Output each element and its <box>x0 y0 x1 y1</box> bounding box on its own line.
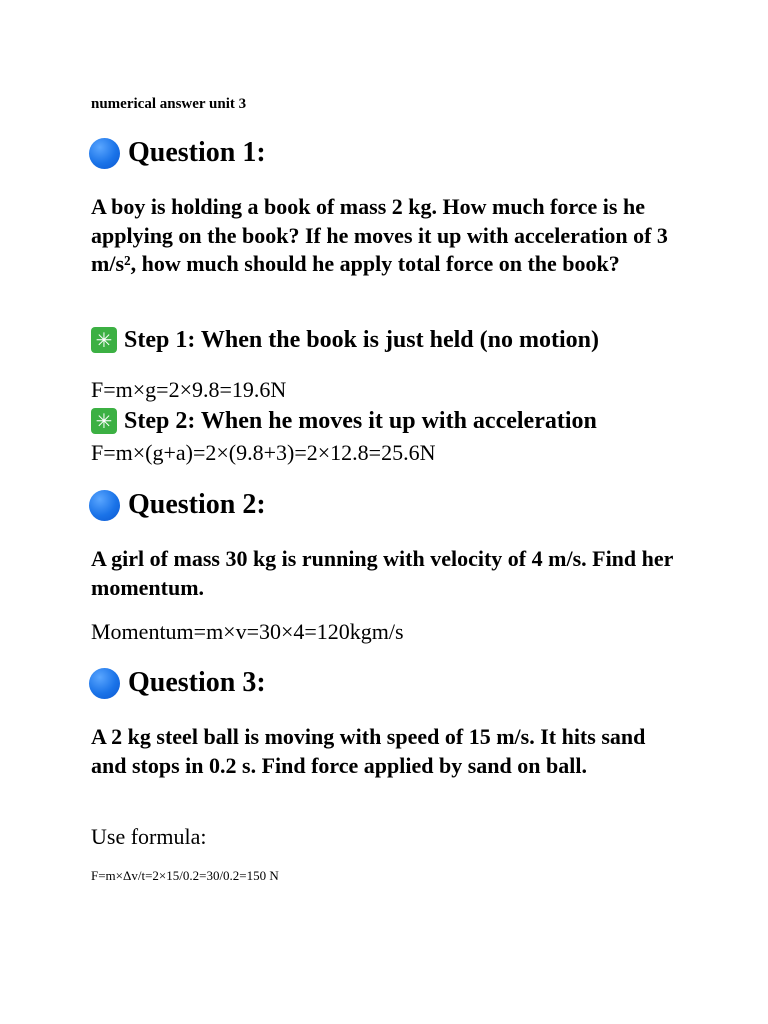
question-1-text: A boy is holding a book of mass 2 kg. How much force is he applying on the book? If he moves it up with acceleration of 3 m/s², how much should he apply total force on the book? <box>91 194 668 276</box>
question-1-step-1-heading <box>91 325 599 355</box>
question-2-formula: Momentum=m×v=30×4=120kgm/s <box>91 619 404 644</box>
blue-circle-icon <box>89 138 120 169</box>
question-3-formula: F=m×Δv/t=2×15/0.2=30/0.2=150 N <box>91 868 279 883</box>
document-title: numerical answer unit 3 <box>91 96 247 112</box>
question-1-step-2-heading <box>91 406 597 436</box>
blue-circle-icon <box>89 490 120 521</box>
step-1-heading-text: Step 1: When the book is just held (no motion) <box>124 326 599 353</box>
question-3-heading <box>89 665 266 701</box>
question-2-text: A girl of mass 30 kg is running with velocity of 4 m/s. Find her momentum. <box>91 546 674 600</box>
eight-spoked-asterisk-icon: ✳ <box>91 327 117 353</box>
question-2-heading <box>89 487 266 523</box>
question-1-step-1-formula: F=m×g=2×9.8=19.6N <box>91 377 287 402</box>
question-3-note: Use formula: <box>91 824 207 849</box>
question-1-heading <box>89 135 266 171</box>
blue-circle-icon <box>89 668 120 699</box>
question-1-heading-text: Question 1: <box>128 137 266 168</box>
question-3-text: A 2 kg steel ball is moving with speed of 15 m/s. It hits sand and stops in 0.2 s. Find force applied by sand on ball. <box>91 724 646 778</box>
question-1-step-2-formula: F=m×(g+a)=2×(9.8+3)=2×12.8=25.6N <box>91 440 436 465</box>
question-3-heading-text: Question 3: <box>128 667 266 698</box>
question-2-heading-text: Question 2: <box>128 489 266 520</box>
step-2-heading-text: Step 2: When he moves it up with acceleration <box>124 407 597 434</box>
eight-spoked-asterisk-icon: ✳ <box>91 408 117 434</box>
